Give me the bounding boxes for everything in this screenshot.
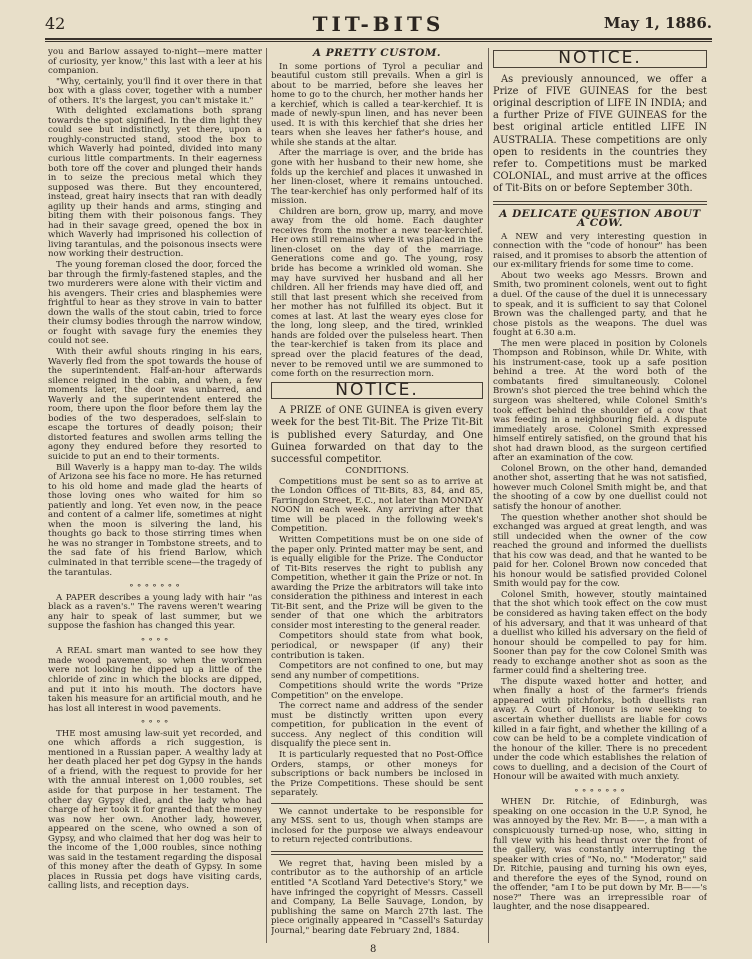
- header-rule-thin: [45, 41, 712, 42]
- notice-paragraph: Competitions must be sent so as to arrive at the London Offices of Tit-Bits, 83, 84, and 85, Farringdon Street, E.C., not later than MONDAY NOON in each week. Any arriving after that time will be placed in the following week's Competition.: [271, 476, 483, 535]
- notice-paragraph: The correct name and address of the sender must be distinctly written upon every competition, for publication in the event of success. Any neglect of this condition will disqualify the piece sent in.: [271, 701, 483, 750]
- column-3: [493, 48, 707, 943]
- article-paragraph: About two weeks ago Messrs. Brown and Smith, two prominent colonels, went out to fight a duel. Of the cause of the duel it is unnecessary to speak, and it is sufficient to say that Colonel Brown was the challenged party, and that he chose pistols as the weapons. The duel was fought at 6.30 a.m.: [493, 270, 707, 339]
- double-divider: [493, 201, 707, 205]
- page-number: 42: [45, 14, 66, 33]
- notice-paragraph: Competitors should state from what book, periodical, or newspaper (if any) their contribution is taken.: [271, 631, 483, 661]
- tit-bit-paragraph: THE most amusing law-suit yet recorded, and one which affords a rich suggestion, is mentioned in a Russian paper. A wealthy lady at her death placed her pet dog Gypsy in the hands of a friend, with the request to provide for her with the annual interest on 1,000 roubles, set aside for that purpose in her testament. The other day Gypsy died, and the lady who had charge of her took it for granted that the money was now her own. Another lady, however, appeared on the scene, who owned a son of Gypsy, and who claimed that her dog was heir to the income of the 1,000 roubles, since nothing was said in the testament regarding the disposal of this money after the death of Gypsy. In some places in Russia pet dogs have visiting cards, calling lists, and reception days.: [48, 728, 262, 892]
- article-paragraph: Colonel Smith, however, stoutly maintained that the shot which took effect on the cow must be considered as having taken effect on the body of his adversary, and that it was unheard of that a duellist who killed his adversary on the field of honour should be compelled to pay for him. Sooner than pay for the cow Colonel Smith was ready to exchange another shot as soon as the farmer could find a sheltering tree.: [493, 589, 707, 677]
- masthead-title: TIT-BITS: [312, 12, 445, 36]
- article-paragraph: With their awful shouts ringing in his ears, Waverly fled from the spot towards the house of the superintendent. Half-an-hour afterwards silence reigned in the cabin, and when, a few moments later, the door was unbarred, and Waverly and the superintendent entered the room, there upon the floor before them lay the bodies of the two desperadoes, self-slain to escape the tortures of deadly poison; their distorted features and swollen arms telling the agony they endured before they resorted to suicide to put an end to their torments.: [48, 346, 262, 462]
- column-divider-1: [266, 48, 267, 943]
- column-2: [271, 48, 483, 943]
- notice-paragraph: Competitions should write the words "Prize Competition" on the envelope.: [271, 681, 483, 701]
- column-divider-2: [488, 48, 489, 943]
- ornament-separator: ⚬⚬⚬⚬⚬⚬⚬: [128, 581, 182, 591]
- tit-bit-paragraph: A REAL smart man wanted to see how they made wood pavement, so when the workmen were not looking he dipped up a little of the chloride of zinc in which the blocks are dipped, and put it into his mouth. The doctors have taken his measure for an artificial mouth, and he has lost all interest in wood pavements.: [48, 646, 262, 714]
- notice-heading: NOTICE.: [493, 50, 707, 68]
- conditions-heading: CONDITIONS.: [345, 466, 409, 477]
- article-paragraph: The young foreman closed the door, forced the bar through the firmly-fastened staples, and the two murderers were alone with their victim and his avengers. Their cries and blasphemies were frightful to hear as they strove in vain to batter down the walls of the stout cabin, tried to force their clumsy bodies through the narrow window, or fought with savage fury the enemies they could not see.: [48, 260, 262, 347]
- header-rule: [45, 38, 712, 40]
- notice-paragraph: We regret that, having been misled by a contributor as to the authorship of an article entitled "A Scotland Yard Detective's Story," we have infringed the copyright of Messrs. Cassell and Company, La Belle Sauvage, London, by publishing the same on March 27th last. The piece originally appeared in "Cassell's Saturday Journal," bearing date February 2nd, 1884.: [271, 858, 483, 936]
- article-paragraph: "Why, certainly, you'll find it over there in that box with a glass cover, together with a number of others. It's the largest, you can't mistake it.": [48, 76, 262, 106]
- notice-paragraph: Competitors are not confined to one, but may send any number of competitions.: [271, 661, 483, 681]
- section-title: A PRETTY CUSTOM.: [312, 48, 442, 59]
- notice-paragraph: As previously announced, we offer a Prize of FIVE GUINEAS for the best original description of LIFE IN INDIA; and a further Prize of FIVE GUINEAS for the best original article entitled LIFE IN AUSTRALIA. These competitions are only open to residents in the countries they refer to. Competitions must be marked COLONIAL, and must arrive at the offices of Tit-Bits on or before September 30th.: [493, 73, 707, 195]
- divider: [271, 803, 483, 804]
- notice-paragraph: We cannot undertake to be responsible for any MSS. sent to us, though when stamps are inclosed for the purpose we always endeavour to return rejected contributions.: [271, 806, 483, 846]
- notice-heading: NOTICE.: [271, 382, 483, 400]
- double-divider: [271, 851, 483, 855]
- ornament-separator: ⚬⚬⚬⚬: [139, 634, 171, 644]
- article-paragraph: With delighted exclamations both sprang towards the spot signified. In the dim light they could see but indistinctly, yet there, upon a roughly-constructed stand, stood the box to which Waverly had pointed, divided into many curious little compartments. In their eagerness both tore off the cover and plunged their hands in to seize the precious metal which they supposed was there. But they encountered, instead, great hairy insects that ran with deadly agility up their hands and arms, stinging and biting them with their poisonous fangs. They had in their savage greed, opened the box in which Waverly had imprisoned his collection of living tarantulas, and the poisonous insects were now working their destruction.: [48, 106, 262, 260]
- tit-bit-paragraph: WHEN Dr. Ritchie, of Edinburgh, was speaking on one occasion in the U.P. Synod, he was annoyed by the Rev. Mr. B——, a man with a conspicuously turned-up nose, who, sitting in full view with his head thrust over the front of the gallery, was constantly interrupting the speaker with cries of "No, no." "Moderator," said Dr. Ritchie, pausing and turning his own eyes, and therefore the eyes of the Synod, round on the offender, "am I to be put down by Mr. B——'s nose?" There was an irrepressible roar of laughter, and the nose disappeared.: [493, 797, 707, 913]
- article-paragraph: you and Barlow assayed to-night—mere matter of curiosity, yer know," this last with a leer at his companion.: [48, 48, 262, 77]
- issue-date: May 1, 1886.: [603, 14, 712, 32]
- article-paragraph: The question whether another shot should be exchanged was argued at great length, and was still undecided when the owner of the cow reached the ground and informed the duellists that his cow was dead, and that he wanted to be paid for her. Colonel Brown now conceded that his honour would be satisfied provided Colonel Smith would pay for the cow.: [493, 512, 707, 590]
- section-title: A DELICATE QUESTION ABOUT A COW.: [499, 207, 701, 230]
- notice-paragraph: Written Competitions must be on one side of the paper only. Printed matter may be sent, and is equally eligible for the Prize. The Conductor of Tit-Bits reserves the right to publish any Competition, whether it gain the Prize or not. In awarding the Prize the arbitrators will take into consideration the pithiness and interest in each Tit-Bit sent, and the Prize will be given to the sender of that one which the arbitrators consider most interesting to the general reader.: [271, 534, 483, 631]
- article-paragraph: A NEW and very interesting question in connection with the "code of honour" has been raised, and it promises to absorb the attention of our ex-military friends for some time to come.: [493, 231, 707, 271]
- article-paragraph: Children are born, grow up, marry, and move away from the old home. Each daughter receives from the mother a new tear-kerchief. Her own still remains where it was placed in the linen-closet on the day of the marriage. Generations come and go. The young, rosy bride has become a wrinkled old woman. She may have survived her husband and all her children. All her friends may have died off, and still that last present which she received from her mother has not fulfilled its object. But it comes at last. At last the weary eyes close for the long, long sleep, and the tired, wrinkled hands are folded over the pulseless heart. Then the tear-kerchief is taken from its place and spread over the placid features of the dead, never to be removed until we are summoned to come forth on the resurrection morn.: [271, 206, 483, 380]
- article-paragraph: After the marriage is over, and the bride has gone with her husband to their new home, she folds up the kerchief and places it unwashed in her linen-closet, where it remains untouched. The tear-kerchief has only performed half of its mission.: [271, 148, 483, 207]
- article-paragraph: In some portions of Tyrol a peculiar and beautiful custom still prevails. When a girl is about to be married, before she leaves her home to go to the church, her mother hands her a kerchief, which is called a tear-kerchief. It is made of newly-spun linen, and has never been used. It is with this kerchief that she dries her tears when she leaves her father's house, and while she stands at the altar.: [271, 61, 483, 148]
- notice-paragraph: It is particularly requested that no Post-Office Orders, stamps, or other moneys for subscriptions or back numbers be inclosed in the Prize Competitions. These should be sent separately.: [271, 750, 483, 799]
- page-header: [45, 10, 712, 40]
- article-paragraph: The men were placed in position by Colonels Thompson and Robinson, while Dr. White, with his instrument-case, took up a safe position behind a tree. At the word both of the combatants fired simultaneously. Colonel Brown's shot pierced the tree behind which the surgeon was sheltered, while Colonel Smith's took effect behind the shoulder of a cow that was feeding in a neighbouring field. A dispute immediately arose. Colonel Smith expressed himself entirely satisfied, on the ground that his shot had drawn blood, as the surgeon certified after an examination of the cow.: [493, 338, 707, 464]
- tit-bit-paragraph: A PAPER describes a young lady with hair "as black as a raven's." The ravens weren't wearing any hair to speak of last summer, but we suppose the fashion has changed this year.: [48, 592, 262, 632]
- article-paragraph: The dispute waxed hotter and hotter, and when finally a host of the farmer's friends appeared with pitchforks, both duellists ran away. A Court of Honour is now seeking to ascertain whether duellists are liable for cows killed in a fair fight, and whether the killing of a cow can be held to be a complete vindication of the honour of the killer. There is no precedent under the code which establishes the relation of cows to duelling, and a decision of the Court of Honour will be awaited with much anxiety.: [493, 676, 707, 783]
- notice-paragraph: A PRIZE of ONE GUINEA is given every week for the best Tit-Bit. The Prize Tit-Bit is published every Saturday, and One Guinea forwarded on that day to the successful competitor.: [271, 405, 483, 465]
- ornament-separator: ⚬⚬⚬⚬: [139, 717, 171, 727]
- column-1: [48, 48, 262, 943]
- article-paragraph: Colonel Brown, on the other hand, demanded another shot, asserting that he was not satisfied, however much Colonel Smith might be, and that the shooting of a cow by one duellist could not satisfy the honour of another.: [493, 463, 707, 512]
- article-paragraph: Bill Waverly is a happy man to-day. The wilds of Arizona see his face no more. He has returned to his old home and made glad the hearts of those loving ones who waited for him so patiently and long. Yet even now, in the peace and content of a calmer life, sometimes at night when the moon is silvering the land, his thoughts go back to those stirring times when he was no stranger in Tombstone streets, and to the sad fate of his friend Barlow, which culminated in that terrible scene—the tragedy of the tarantulas.: [48, 462, 262, 578]
- ornament-separator: ⚬⚬⚬⚬⚬⚬⚬: [573, 785, 627, 795]
- footer-mark: 8: [370, 944, 377, 955]
